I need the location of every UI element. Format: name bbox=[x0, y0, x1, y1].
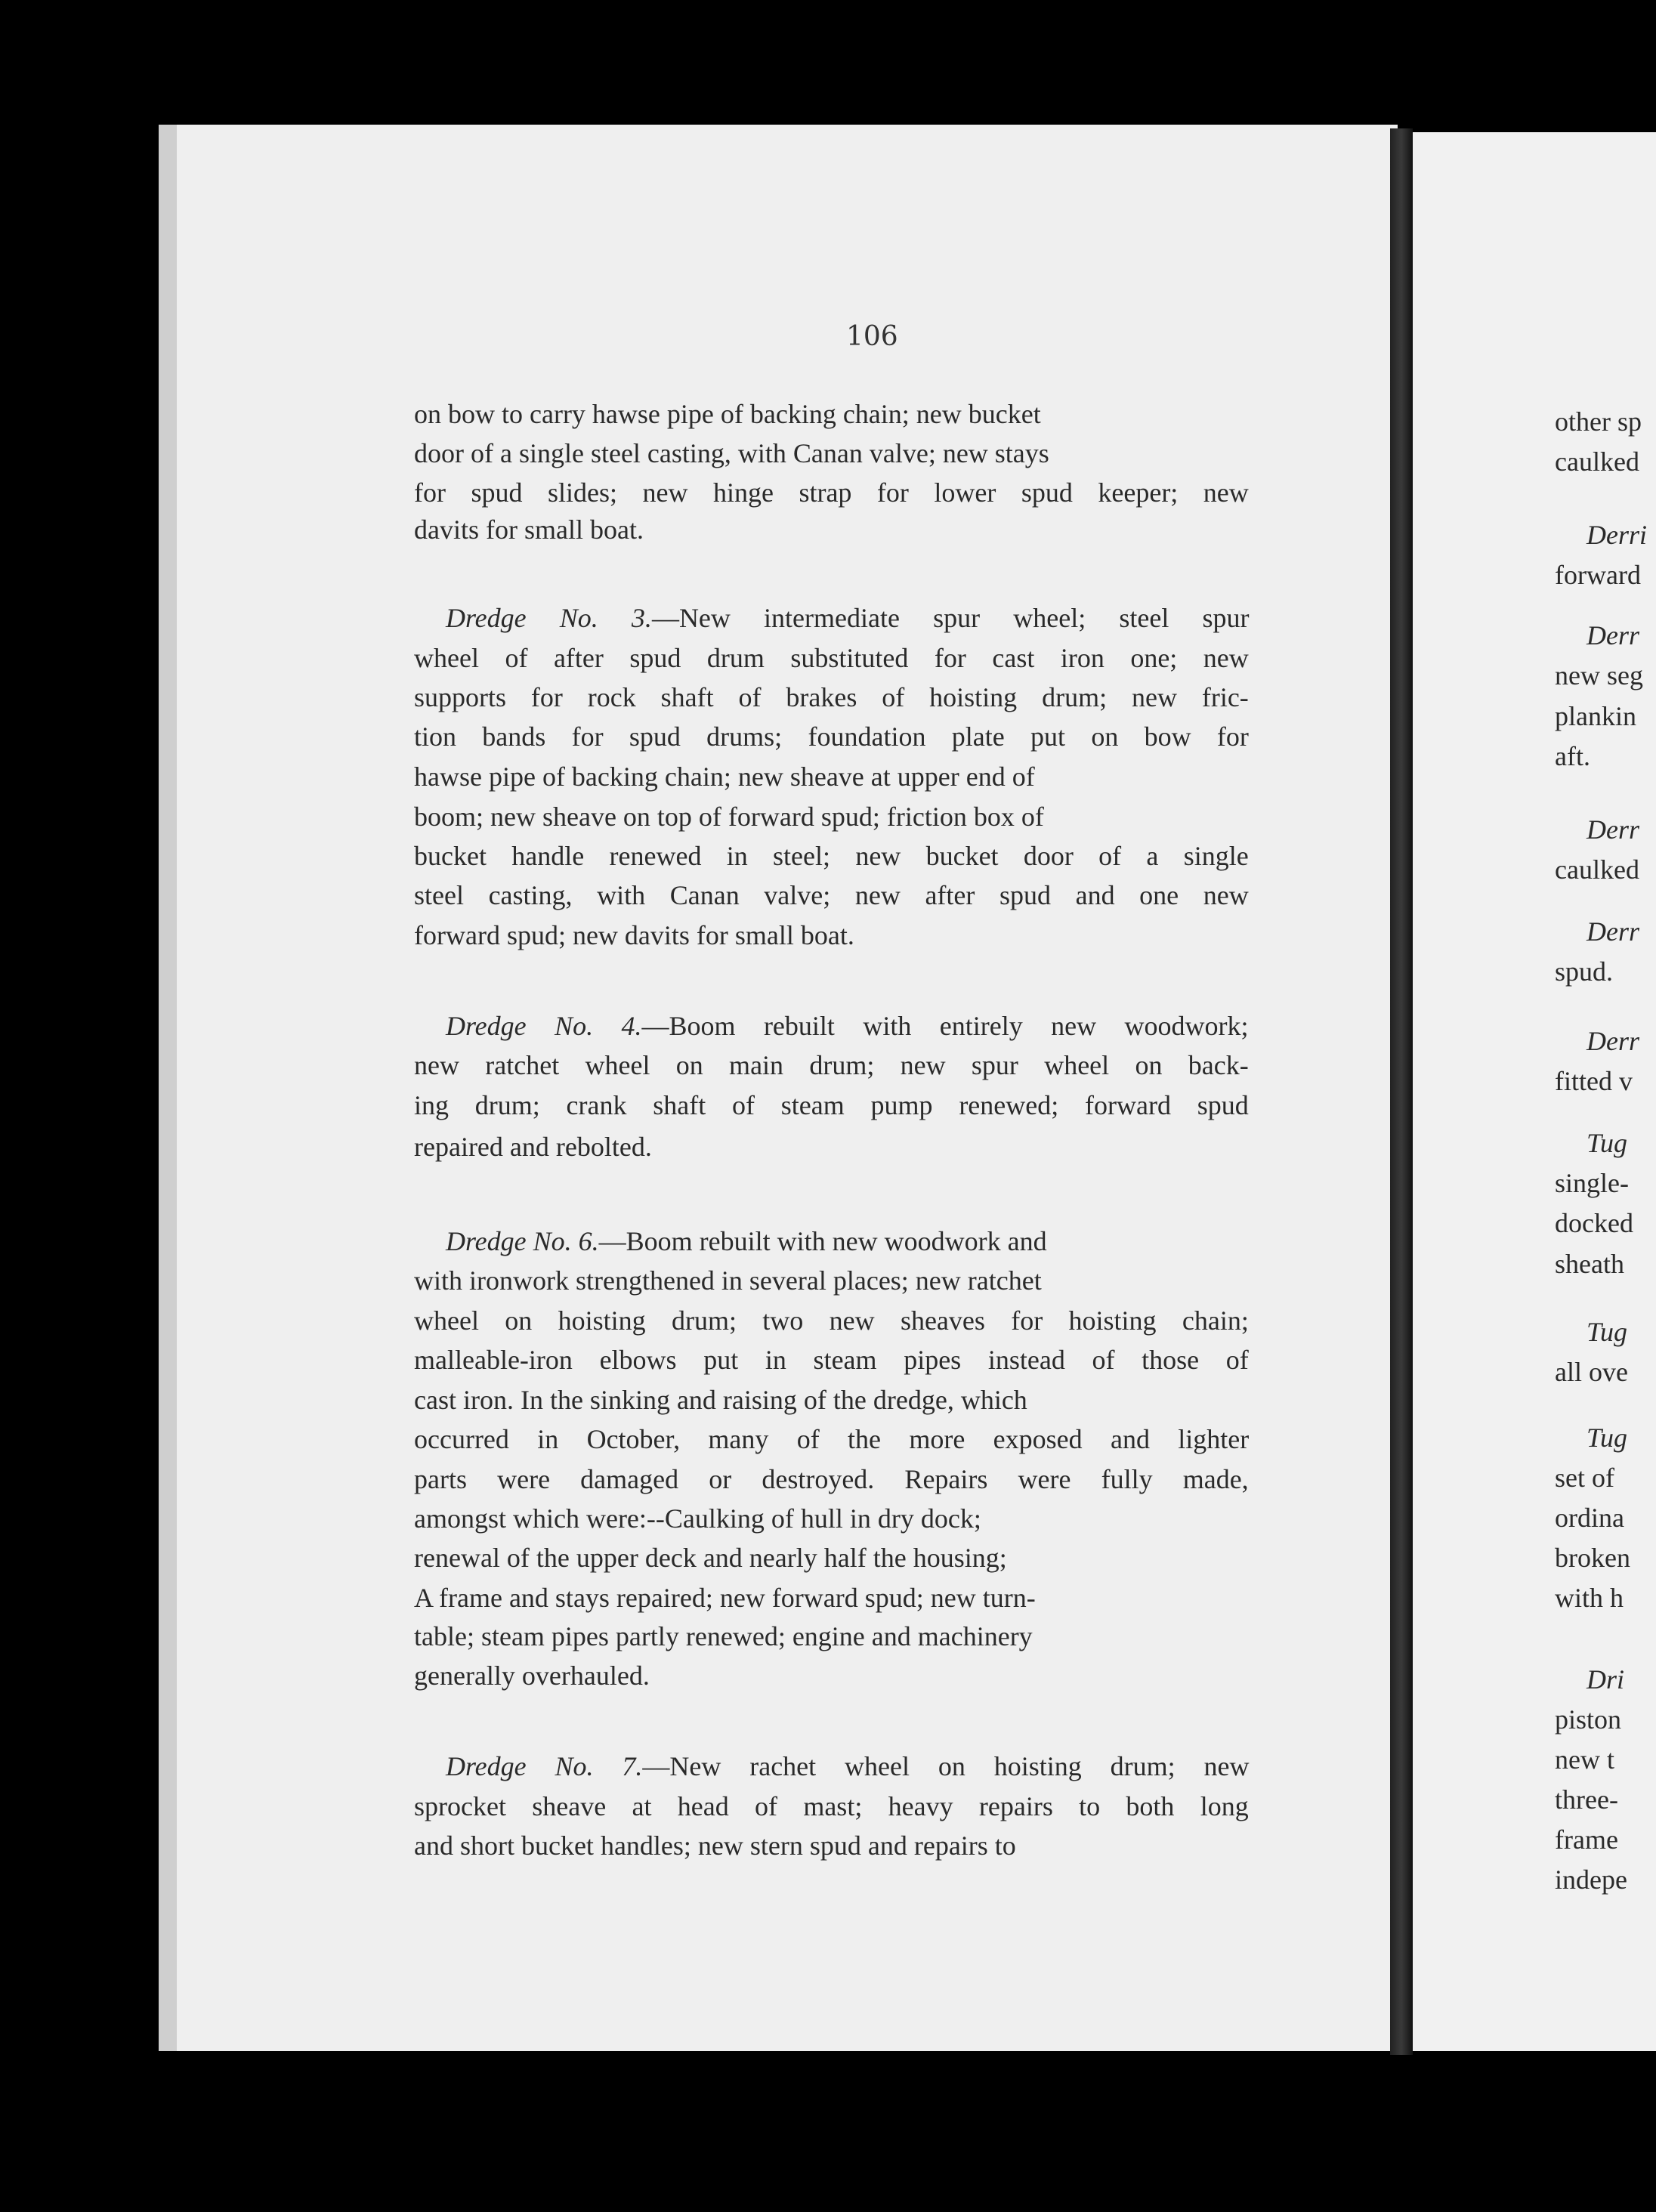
text-line bbox=[414, 1466, 1249, 1493]
section-heading: Dredge No. 3. bbox=[446, 603, 652, 633]
text-line bbox=[414, 1426, 1249, 1453]
text-line bbox=[414, 1832, 1016, 1859]
right-text-line: set of bbox=[1555, 1463, 1614, 1493]
right-text-line: docked bbox=[1555, 1208, 1633, 1238]
text-line bbox=[414, 1052, 1249, 1079]
right-text-line: caulked bbox=[1555, 446, 1639, 477]
right-text-line: indepe bbox=[1555, 1864, 1627, 1895]
page-number: 106 bbox=[846, 321, 898, 352]
line-text: malleable-iron elbows put in steam pipes instead of those of bbox=[414, 1345, 1249, 1375]
text-line bbox=[414, 644, 1249, 672]
text-line bbox=[414, 1623, 1033, 1650]
line-text: supports for rock shaft of brakes of hoisting drum; new fric- bbox=[414, 682, 1249, 712]
line-text: sprocket sheave at head of mast; heavy repairs to both long bbox=[414, 1791, 1249, 1821]
line-text: and short bucket handles; new stern spud and repairs to bbox=[414, 1830, 1016, 1861]
right-text-line: aft. bbox=[1555, 741, 1590, 771]
right-text-line: spud. bbox=[1555, 956, 1614, 987]
right-text-line: Tug bbox=[1586, 1317, 1628, 1347]
right-text-line: Tug bbox=[1586, 1423, 1628, 1453]
right-text-line: single- bbox=[1555, 1168, 1629, 1198]
line-text: —Boom rebuilt with new woodwork and bbox=[598, 1226, 1047, 1256]
right-text-line: Dri bbox=[1586, 1664, 1625, 1695]
line-text: wheel on hoisting drum; two new sheaves for hoisting chain; bbox=[414, 1305, 1249, 1336]
text-line bbox=[414, 1346, 1249, 1373]
right-text-line: Tug bbox=[1586, 1128, 1628, 1158]
line-text: —New intermediate spur wheel; steel spur bbox=[651, 603, 1250, 633]
line-text: door of a single steel casting, with Canan valve; new stays bbox=[414, 438, 1049, 468]
line-text: with ironwork strengthened in several places; new ratchet bbox=[414, 1265, 1042, 1296]
right-text-line: Derr bbox=[1586, 814, 1639, 845]
right-text-line: broken bbox=[1555, 1543, 1630, 1573]
text-line bbox=[446, 604, 1249, 632]
right-text-line: Derr bbox=[1586, 1026, 1639, 1056]
right-text-line: plankin bbox=[1555, 701, 1636, 731]
right-text-line: with h bbox=[1555, 1583, 1624, 1613]
line-text: —Boom rebuilt with entirely new woodwork; bbox=[641, 1011, 1249, 1041]
right-text-line: other sp bbox=[1555, 406, 1642, 437]
line-text: cast iron. In the sinking and raising of the dredge, which bbox=[414, 1385, 1027, 1415]
section-heading: Dredge No. 4. bbox=[446, 1011, 642, 1041]
text-line bbox=[414, 1092, 1249, 1119]
text-line bbox=[414, 1662, 650, 1689]
book-spine bbox=[1390, 128, 1413, 2055]
line-text: —New rachet wheel on hoisting drum; new bbox=[642, 1751, 1250, 1781]
line-text: new ratchet wheel on main drum; new spur wheel on back- bbox=[414, 1050, 1249, 1080]
text-line bbox=[414, 1307, 1249, 1334]
section-heading: Dredge No. 6. bbox=[446, 1226, 599, 1256]
right-text-line: fitted v bbox=[1555, 1066, 1633, 1096]
line-text: amongst which were:--Caulking of hull in dry dock; bbox=[414, 1503, 981, 1534]
right-text-line: Derr bbox=[1586, 620, 1639, 650]
line-text: forward spud; new davits for small boat. bbox=[414, 920, 854, 950]
line-text: table; steam pipes partly renewed; engine and machinery bbox=[414, 1621, 1033, 1651]
right-text-line: Derri bbox=[1586, 520, 1647, 550]
text-line bbox=[414, 922, 854, 949]
line-text: parts were damaged or destroyed. Repairs were fully made, bbox=[414, 1464, 1249, 1494]
right-text-line: caulked bbox=[1555, 854, 1639, 885]
text-line bbox=[414, 1505, 981, 1532]
text-line bbox=[446, 1753, 1249, 1780]
text-line bbox=[414, 842, 1249, 870]
line-text: generally overhauled. bbox=[414, 1661, 650, 1691]
text-line bbox=[414, 1386, 1027, 1413]
right-text-line: new seg bbox=[1555, 660, 1643, 690]
right-text-line: piston bbox=[1555, 1704, 1622, 1735]
right-text-line: sheath bbox=[1555, 1249, 1624, 1279]
right-text-line: Derr bbox=[1586, 916, 1639, 947]
line-text: davits for small boat. bbox=[414, 514, 644, 545]
line-text: for spud slides; new hinge strap for lower spud keeper; new bbox=[414, 477, 1249, 508]
right-text-line: three- bbox=[1555, 1784, 1618, 1815]
text-line bbox=[414, 1793, 1249, 1820]
line-text: on bow to carry hawse pipe of backing chain; new bucket bbox=[414, 399, 1041, 429]
line-text: ing drum; crank shaft of steam pump renewed; forward spud bbox=[414, 1090, 1249, 1120]
text-line bbox=[414, 400, 1041, 428]
text-line bbox=[414, 1267, 1042, 1294]
text-line bbox=[414, 1584, 1036, 1611]
text-line bbox=[414, 763, 1035, 790]
line-text: wheel of after spud drum substituted for cast iron one; new bbox=[414, 643, 1249, 673]
right-text-line: all ove bbox=[1555, 1357, 1628, 1387]
line-text: tion bands for spud drums; foundation plate put on bow for bbox=[414, 721, 1249, 752]
text-line bbox=[414, 723, 1249, 750]
text-line bbox=[414, 440, 1049, 467]
line-text: repaired and rebolted. bbox=[414, 1132, 652, 1162]
text-line bbox=[414, 1544, 1007, 1571]
text-line bbox=[446, 1228, 1047, 1255]
right-text-line: forward bbox=[1555, 560, 1641, 590]
text-line bbox=[414, 516, 644, 543]
line-text: hawse pipe of backing chain; new sheave at upper end of bbox=[414, 762, 1035, 792]
right-text-line: ordina bbox=[1555, 1503, 1624, 1533]
line-text: bucket handle renewed in steel; new bucket door of a single bbox=[414, 841, 1249, 871]
text-line bbox=[414, 803, 1044, 830]
text-line bbox=[414, 1133, 652, 1160]
line-text: A frame and stays repaired; new forward spud; new turn- bbox=[414, 1583, 1036, 1613]
line-text: boom; new sheave on top of forward spud; friction box of bbox=[414, 802, 1044, 832]
line-text: occurred in October, many of the more exposed and lighter bbox=[414, 1424, 1250, 1454]
right-text-line: frame bbox=[1555, 1824, 1618, 1855]
text-line bbox=[414, 684, 1249, 711]
right-text-line: new t bbox=[1555, 1744, 1614, 1775]
text-line bbox=[414, 882, 1249, 909]
line-text: renewal of the upper deck and nearly half the housing; bbox=[414, 1543, 1007, 1573]
text-line bbox=[446, 1012, 1249, 1040]
text-line bbox=[414, 479, 1249, 506]
section-heading: Dredge No. 7. bbox=[446, 1751, 643, 1781]
line-text: steel casting, with Canan valve; new after spud and one new bbox=[414, 880, 1249, 910]
